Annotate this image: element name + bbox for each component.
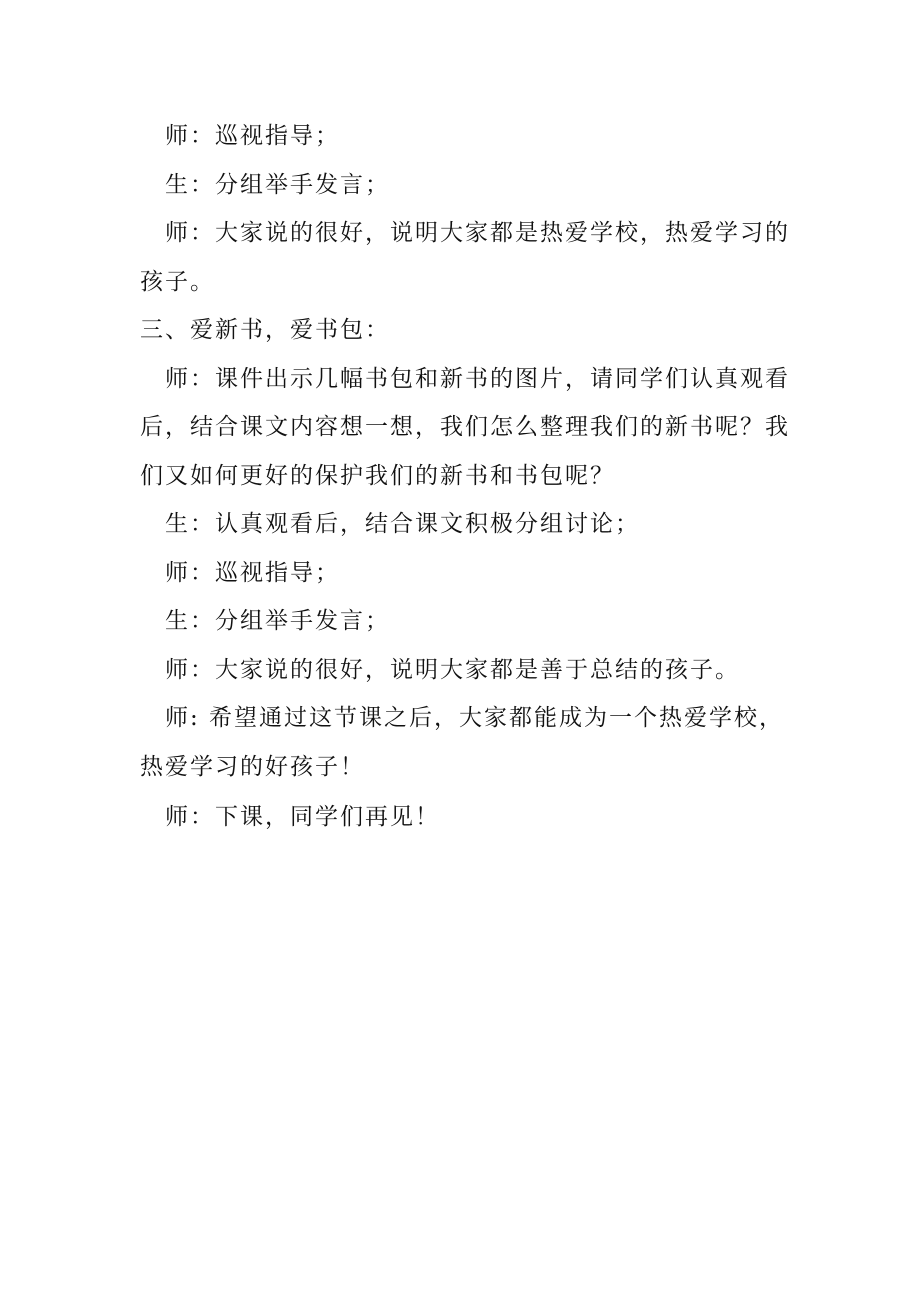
paragraph-6: 生：认真观看后，结合课文积极分组讨论；	[165, 511, 640, 537]
paragraph-8: 生：分组举手发言；	[165, 608, 390, 634]
paragraph-3: 师：大家说的很好，说明大家都是热爱学校，热爱学习的孩子。	[140, 220, 790, 295]
paragraph-7: 师：巡视指导；	[165, 559, 340, 586]
paragraph-1: 师：巡视指导；	[165, 123, 340, 149]
paragraph-10: 师: 希望通过这节课之后，大家都能成为一个热爱学校，热爱学习的好孩子！	[140, 705, 785, 780]
section-heading: 三、爱新书，爱书包：	[140, 317, 390, 343]
paragraph-11: 师：下课，同学们再见！	[165, 804, 440, 830]
paragraph-2: 生：分组举手发言；	[165, 171, 390, 198]
paragraph-5: 师：课件出示几幅书包和新书的图片，请同学们认真观看后，结合课文内容想一想，我们怎么整理我们的新书呢？我们又如何更好的保护我们的新书和书包呢？	[140, 365, 790, 489]
document-body	[140, 112, 790, 842]
paragraph-9: 师：大家说的很好，说明大家都是善于总结的孩子。	[165, 656, 740, 683]
